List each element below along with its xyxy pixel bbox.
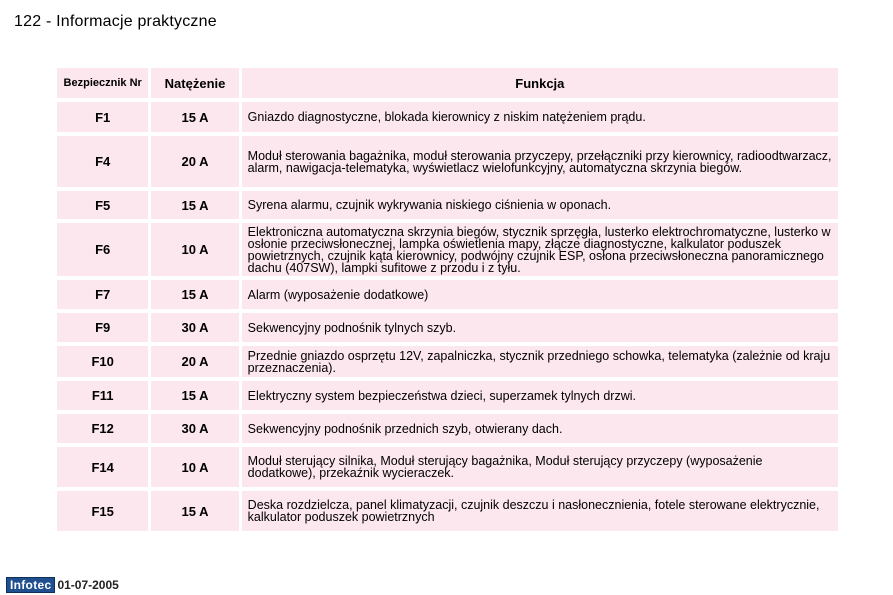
table-row [57,191,838,219]
fuse-number: F1 [57,102,148,132]
fuse-function: Sekwencyjny podnośnik przednich szyb, otwierany dach. [242,414,838,443]
fuse-function: Alarm (wyposażenie dodatkowe) [242,280,838,309]
fuse-function: Elektryczny system bezpieczeństwa dzieci, superzamek tylnych drzwi. [242,381,838,410]
table-row [57,313,838,342]
fuse-number: F5 [57,191,148,219]
fuse-function: Moduł sterujący silnika, Moduł sterujący bagażnika, Moduł sterujący przyczepy (wyposażenie dodatkowe), przekaźnik wycieraczek. [242,447,838,487]
fuse-number: F7 [57,280,148,309]
fuse-amperage: 15 A [151,491,238,531]
fuse-amperage: 10 A [151,223,238,276]
fuse-amperage: 20 A [151,346,238,377]
fuse-amperage: 20 A [151,136,238,187]
fuse-amperage: 15 A [151,381,238,410]
table-row [57,102,838,132]
table-row [57,136,838,187]
fuse-number: F14 [57,447,148,487]
fuse-function: Gniazdo diagnostyczne, blokada kierownicy z niskim natężeniem prądu. [242,102,838,132]
fuse-amperage: 15 A [151,102,238,132]
fuse-number: F12 [57,414,148,443]
infotec-logo: Infotec [6,577,55,593]
header-function: Funkcja [242,68,838,98]
fuse-number: F15 [57,491,148,531]
fuse-function: Syrena alarmu, czujnik wykrywania niskiego ciśnienia w oponach. [242,191,838,219]
table-row [57,491,838,531]
fuse-number: F9 [57,313,148,342]
footer [6,577,119,593]
footer-date: 01-07-2005 [57,578,119,592]
fuse-function: Przednie gniazdo osprzętu 12V, zapalniczka, stycznik przedniego schowka, telematyka (zależnie od kraju przeznaczenia). [242,346,838,377]
table-header-row [57,68,838,98]
fuse-function: Elektroniczna automatyczna skrzynia biegów, stycznik sprzęgła, lusterko elektrochromatyczne, lusterko w osłonie przeciwsłonecznej, lampka oświetlenia mapy, złącze diagnostyczne, kalkulator poduszek powietrznych, czujnik kąta kierownicy, podwójny czujnik ESP, osłona przeciwsłoneczna panoramicznego dachu (407SW), lampki sufitowe z przodu i z tyłu. [242,223,838,276]
table-row [57,223,838,276]
fuse-number: F11 [57,381,148,410]
fuse-function: Deska rozdzielcza, panel klimatyzacji, czujnik deszczu i nasłonecznienia, fotele sterowane elektrycznie, kalkulator poduszek powietrznych [242,491,838,531]
fuse-table [54,64,841,535]
fuse-function: Sekwencyjny podnośnik tylnych szyb. [242,313,838,342]
fuse-number: F6 [57,223,148,276]
header-amperage: Natężenie [151,68,238,98]
table-row [57,280,838,309]
fuse-amperage: 10 A [151,447,238,487]
fuse-amperage: 15 A [151,191,238,219]
table-row [57,414,838,443]
fuse-function: Moduł sterowania bagażnika, moduł sterowania przyczepy, przełączniki przy kierownicy, radioodtwarzacz, alarm, nawigacja-telematyka, wyświetlacz wielofunkcyjny, automatyczna skrzynia biegów. [242,136,838,187]
fuse-number: F10 [57,346,148,377]
table-row [57,447,838,487]
table-row [57,346,838,377]
fuse-amperage: 15 A [151,280,238,309]
table-row [57,381,838,410]
fuse-amperage: 30 A [151,414,238,443]
page-title: 122 - Informacje praktyczne [14,13,217,30]
fuse-amperage: 30 A [151,313,238,342]
header-fuse-nr: Bezpiecznik Nr [57,68,148,98]
fuse-number: F4 [57,136,148,187]
